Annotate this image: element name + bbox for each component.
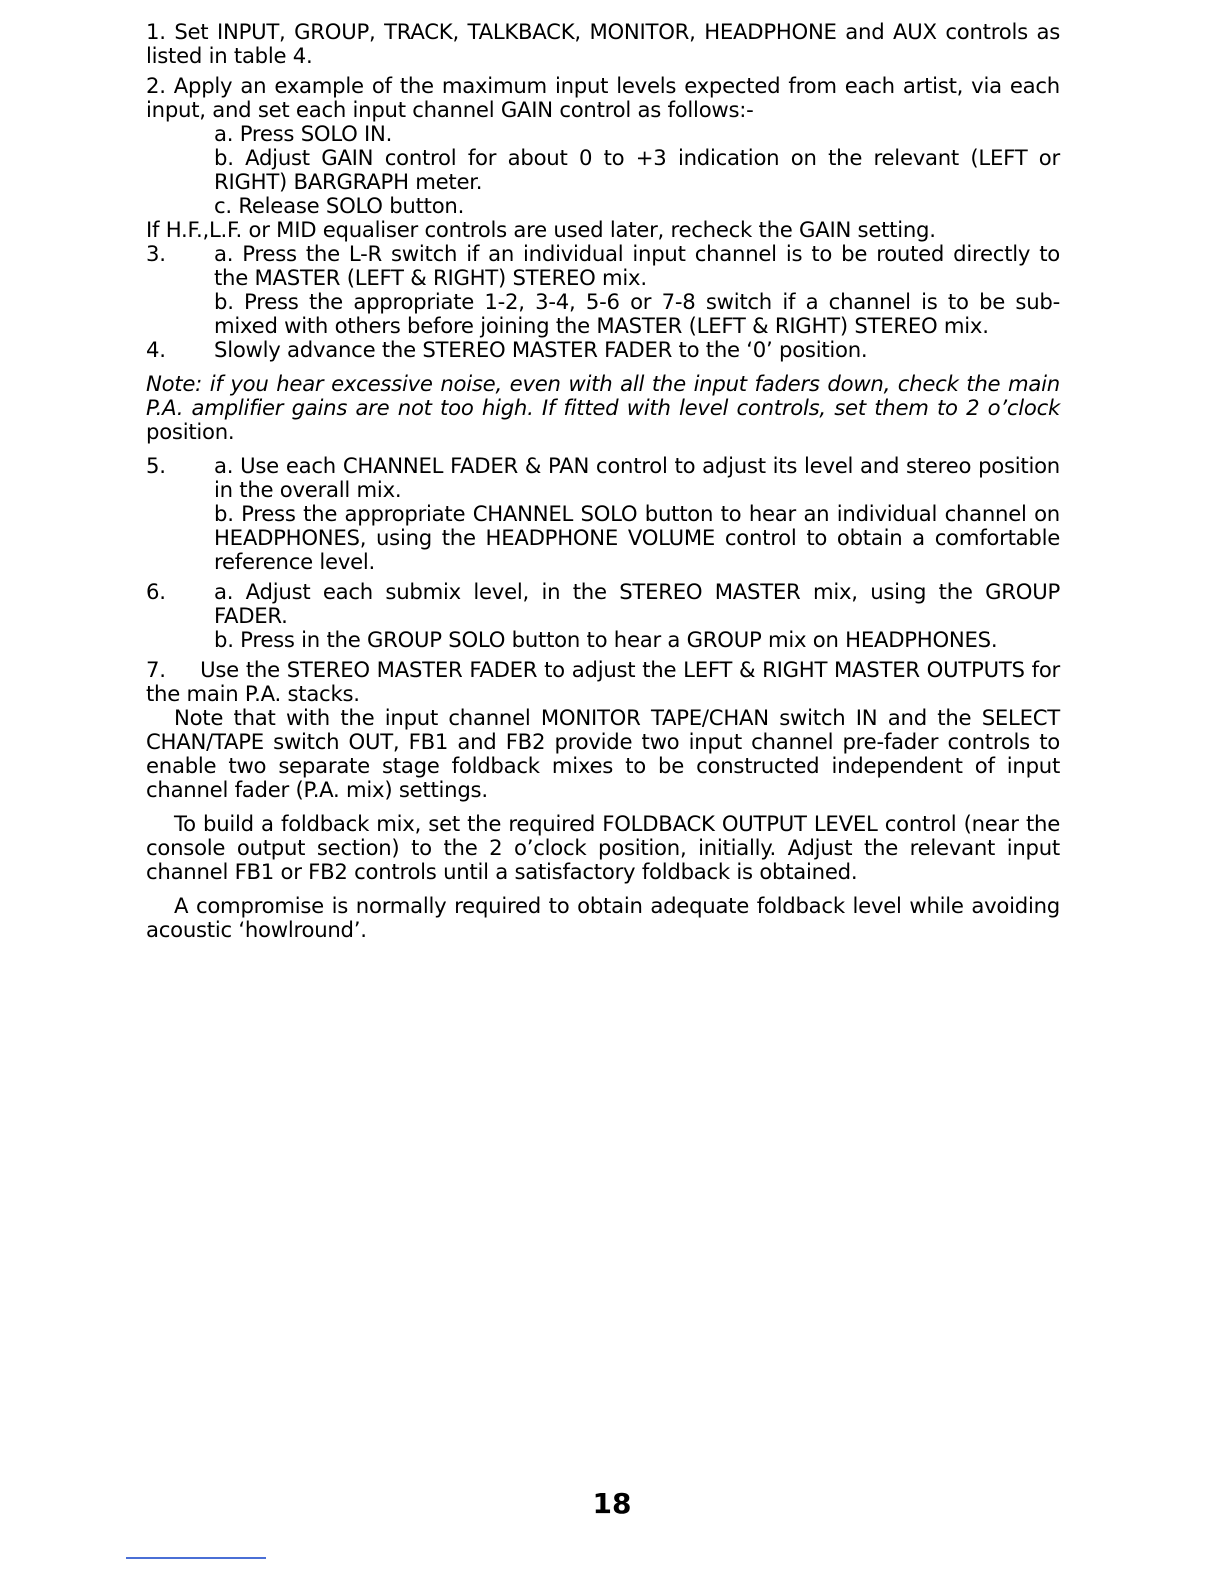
step-6a: a. Adjust each submix level, in the STEREO MASTER mix, using the GROUP FADER.	[214, 579, 1060, 628]
step-3	[146, 242, 1060, 338]
step-2c: c. Release SOLO button.	[214, 193, 465, 218]
step-7: 7. Use the STEREO MASTER FADER to adjust the LEFT & RIGHT MASTER OUTPUTS for the main P.A. stacks.	[146, 657, 1067, 706]
monitor-note: Note that with the input channel MONITOR TAPE/CHAN switch IN and the SELECT CHAN/TAPE switch OUT, FB1 and FB2 provide two input channel pre-fader controls to enable two separate stage foldback mixes to be constructed independent of input channel fader (P.A. mix) settings.	[146, 705, 1060, 802]
step-3a: a. Press the L-R switch if an individual input channel is to be routed directly to the MASTER (LEFT & RIGHT) STEREO mix.	[214, 241, 1060, 290]
step-5a: a. Use each CHANNEL FADER & PAN control to adjust its level and stereo position in the overall mix.	[214, 453, 1060, 502]
scan-edge-line	[126, 1557, 266, 1559]
noise-note	[146, 372, 1060, 444]
compromise-paragraph: A compromise is normally required to obtain adequate foldback level while avoiding acoustic ‘howlround’.	[146, 893, 1060, 942]
step-1: 1. Set INPUT, GROUP, TRACK, TALKBACK, MONITOR, HEADPHONE and AUX controls as listed in table 4.	[146, 19, 1060, 68]
step-3-number: 3.	[146, 241, 166, 266]
step-6	[146, 580, 1060, 652]
step-5	[146, 454, 1060, 574]
step-5b: b. Press the appropriate CHANNEL SOLO button to hear an individual channel on HEADPHONES, using the HEADPHONE VOLUME control to obtain a comfortable reference level.	[214, 501, 1060, 574]
step-2b: b. Adjust GAIN control for about 0 to +3 indication on the relevant (LEFT or RIGHT) BARGRAPH meter.	[214, 145, 1060, 194]
noise-note-italic: Note: if you hear excessive noise, even with all the input faders down, check the main P.A. amplifier gains are not too high. If fitted with level controls, set them to 2 o’clock	[146, 371, 1060, 420]
step-4-text: Slowly advance the STEREO MASTER FADER to the ‘0’ position.	[214, 337, 868, 362]
step-6-number: 6.	[146, 579, 166, 604]
step-2a: a. Press SOLO IN.	[214, 121, 393, 146]
document-body	[146, 19, 1067, 942]
eq-note: If H.F.,L.F. or MID equaliser controls are used later, recheck the GAIN setting.	[146, 217, 936, 242]
step-3b: b. Press the appropriate 1-2, 3-4, 5-6 or 7-8 switch if a channel is to be sub-mixed with others before joining the MASTER (LEFT & RIGHT) STEREO mix.	[214, 289, 1060, 338]
page-number: 18	[592, 1487, 632, 1520]
noise-note-tail: position.	[146, 419, 235, 444]
step-4	[146, 338, 1060, 362]
step-4-number: 4.	[146, 337, 166, 362]
step-5-number: 5.	[146, 453, 166, 478]
step-2: 2. Apply an example of the maximum input levels expected from each artist, via each input, and set each input channel GAIN control as follows:-	[146, 73, 1060, 122]
step-6b: b. Press in the GROUP SOLO button to hear a GROUP mix on HEADPHONES.	[214, 627, 998, 652]
foldback-paragraph: To build a foldback mix, set the required FOLDBACK OUTPUT LEVEL control (near the console output section) to the 2 o’clock position, initially. Adjust the relevant input channel FB1 or FB2 controls until a satisfactory foldback is obtained.	[146, 811, 1060, 884]
